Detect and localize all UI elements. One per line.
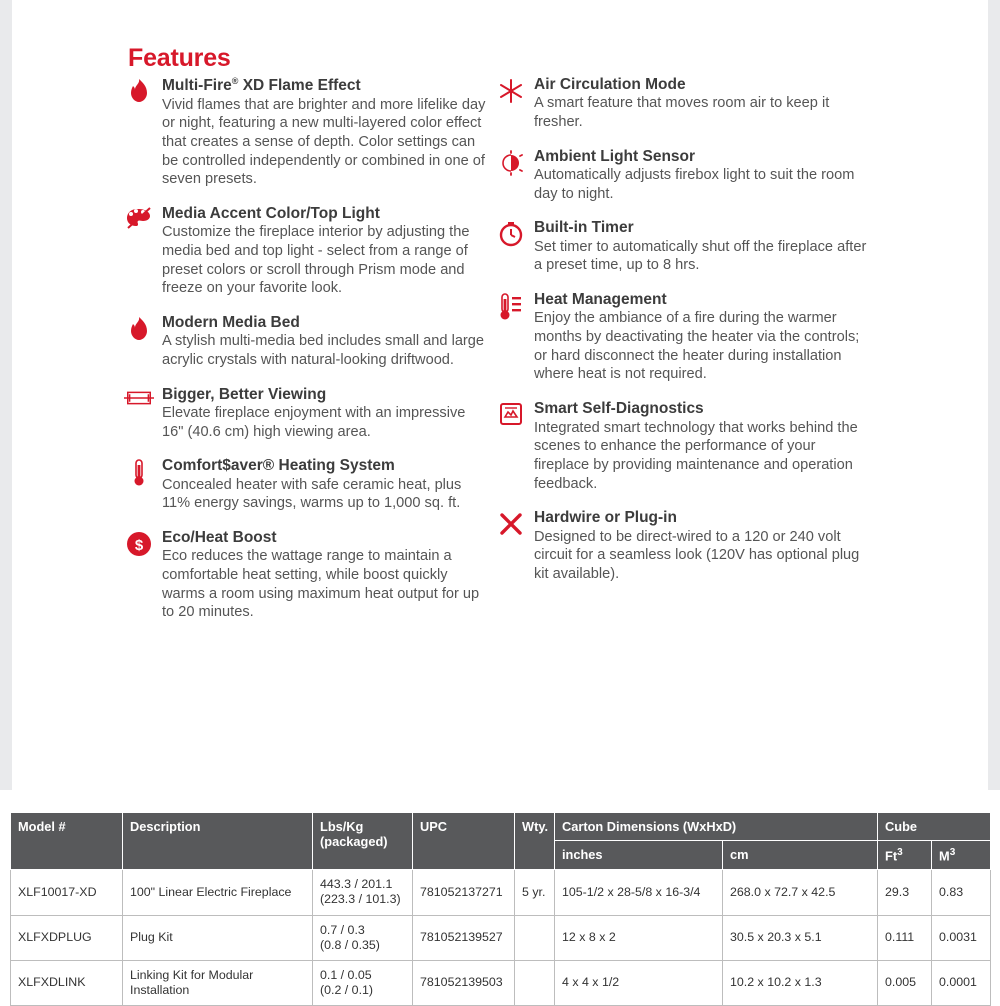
th-m3-text: M	[939, 848, 950, 864]
th-lbs-line2: (packaged)	[320, 834, 388, 849]
cell-cm: 10.2 x 10.2 x 1.3	[723, 960, 878, 1005]
cell-wty	[515, 960, 555, 1005]
cell-cm: 268.0 x 72.7 x 42.5	[723, 870, 878, 915]
feature-item	[118, 76, 488, 189]
cell-inches: 4 x 4 x 1/2	[555, 960, 723, 1005]
table-row	[11, 960, 991, 1005]
cell-m3: 0.0001	[932, 960, 991, 1005]
th-carton-dimensions: Carton Dimensions (WxHxD)	[555, 813, 878, 841]
paint-palette-icon	[124, 207, 154, 237]
cell-description: Linking Kit for Modular Installation	[123, 960, 313, 1005]
flame-icon	[124, 316, 154, 346]
feature-body: Eco reduces the wattage range to maintain a comfortable heat setting, while boost quickly warms a room using maximum heat output for up to 20 minutes.	[162, 548, 480, 621]
cell-wty	[515, 915, 555, 960]
th-ft3-sup: 3	[897, 847, 903, 858]
feature-body: Set timer to automatically shut off the fireplace after a preset time, up to 8 hrs.	[534, 238, 867, 274]
features-column-right	[490, 76, 870, 600]
flame-icon	[124, 78, 154, 108]
feature-body: Designed to be direct-wired to a 120 or 240 volt circuit for a seamless look (120V has optional plug kit available).	[534, 528, 860, 582]
table-row	[11, 870, 991, 915]
cell-model: XLFXDPLUG	[11, 915, 123, 960]
cell-model: XLF10017-XD	[11, 870, 123, 915]
feature-body: Concealed heater with safe ceramic heat, plus 11% energy savings, warms up to 1,000 sq. ft.	[162, 476, 462, 512]
th-m3-sup: 3	[949, 847, 956, 858]
th-wty: Wty.	[515, 813, 555, 870]
feature-title: Smart Self-Diagnostics	[534, 400, 704, 418]
cell-lbs	[313, 960, 413, 1005]
feature-title: Eco/Heat Boost	[162, 529, 277, 547]
feature-title: Multi-Fire® XD Flame Effect	[162, 76, 361, 95]
th-ft3-text: Ft	[885, 848, 898, 864]
cell-lbs	[313, 915, 413, 960]
feature-item	[490, 509, 870, 583]
th-cm: cm	[723, 841, 878, 870]
cell-ft3: 29.3	[878, 870, 932, 915]
cell-m3: 0.0031	[932, 915, 991, 960]
feature-item	[118, 529, 488, 622]
feature-title: Modern Media Bed	[162, 313, 300, 331]
page-title: Features	[128, 44, 231, 72]
feature-item	[490, 400, 870, 493]
feature-body: A smart feature that moves room air to keep it fresher.	[534, 95, 830, 131]
specifications-table	[10, 812, 990, 1006]
feature-title: Comfort$aver® Heating System	[162, 457, 395, 475]
feature-body: Customize the fireplace interior by adjusting the media bed and top light - select from a range of preset colors or scroll through Prism mode and freeze on your favorite look.	[162, 224, 470, 297]
feature-item	[118, 386, 488, 442]
cell-upc: 781052139503	[413, 960, 515, 1005]
cell-ft3: 0.005	[878, 960, 932, 1005]
diagnostics-chip-icon	[496, 402, 526, 432]
th-lbs-kg	[313, 813, 413, 870]
feature-body: Integrated smart technology that works behind the scenes to enhance the performance of your fireplace by providing maintenance and operation feedback.	[534, 419, 858, 492]
feature-body: Automatically adjusts firebox light to suit the room day to night.	[534, 167, 855, 202]
page-right-edge	[988, 0, 1000, 790]
cell-lbs-line2: (223.3 / 101.3)	[320, 892, 401, 907]
th-model: Model #	[11, 813, 123, 870]
cell-cm: 30.5 x 20.3 x 5.1	[723, 915, 878, 960]
cell-model: XLFXDLINK	[11, 960, 123, 1005]
feature-title: Media Accent Color/Top Light	[162, 204, 380, 222]
cell-ft3: 0.111	[878, 915, 932, 960]
feature-item	[118, 205, 488, 298]
dollar-circle-icon	[124, 531, 154, 561]
feature-body: Vivid flames that are brighter and more lifelike day or night, featuring a new multi-layered color effect that creates a sense of depth. Color settings can be controlled independently or combined in one of seven presets.	[162, 96, 486, 188]
cell-description: 100" Linear Electric Fireplace	[123, 870, 313, 915]
th-cube: Cube	[878, 813, 991, 841]
feature-item	[490, 148, 870, 204]
cell-lbs	[313, 870, 413, 915]
th-ft3	[878, 841, 932, 870]
th-upc: UPC	[413, 813, 515, 870]
feature-item	[490, 219, 870, 275]
cell-lbs-line2: (0.8 / 0.35)	[320, 937, 380, 952]
feature-title: Built-in Timer	[534, 219, 634, 237]
cell-lbs-line1: 0.1 / 0.05	[320, 967, 372, 982]
svg-text:$: $	[134, 537, 144, 555]
th-m3	[932, 841, 991, 870]
th-lbs-line1: Lbs/Kg	[320, 819, 364, 834]
table-header-row	[11, 813, 991, 841]
feature-title: Hardwire or Plug-in	[534, 509, 677, 527]
timer-icon	[496, 221, 526, 251]
cell-description: Plug Kit	[123, 915, 313, 960]
features-column-left	[118, 76, 488, 638]
wide-view-icon	[124, 388, 154, 418]
cell-upc: 781052139527	[413, 915, 515, 960]
cell-upc: 781052137271	[413, 870, 515, 915]
wrench-cross-icon	[496, 511, 526, 541]
cell-lbs-line2: (0.2 / 0.1)	[320, 982, 374, 997]
th-inches: inches	[555, 841, 723, 870]
th-description: Description	[123, 813, 313, 870]
cell-inches: 105-1/2 x 28-5/8 x 16-3/4	[555, 870, 723, 915]
cell-wty: 5 yr.	[515, 870, 555, 915]
feature-body: Elevate fireplace enjoyment with an impressive 16" (40.6 cm) high viewing area.	[162, 404, 466, 440]
cell-lbs-line1: 443.3 / 201.1	[320, 877, 393, 892]
feature-body: Enjoy the ambiance of a fire during the warmer months by deactivating the heater via the controls; or hard disconnect the heater during installation where heat is not required.	[534, 310, 860, 383]
feature-title: Heat Management	[534, 291, 667, 309]
light-sensor-icon	[496, 150, 526, 180]
snowflake-icon	[496, 78, 526, 108]
page-left-edge	[0, 0, 12, 790]
table-row	[11, 915, 991, 960]
feature-item	[118, 457, 488, 513]
feature-title: Air Circulation Mode	[534, 76, 686, 93]
thermometer-icon	[124, 459, 154, 489]
cell-m3: 0.83	[932, 870, 991, 915]
feature-title: Bigger, Better Viewing	[162, 385, 327, 403]
heat-management-icon	[496, 293, 526, 323]
cell-lbs-line1: 0.7 / 0.3	[320, 922, 365, 937]
feature-body: A stylish multi-media bed includes small and large acrylic crystals with natural-looking driftwood.	[162, 333, 485, 368]
feature-item	[490, 76, 870, 132]
cell-inches: 12 x 8 x 2	[555, 915, 723, 960]
feature-title: Ambient Light Sensor	[534, 147, 696, 165]
feature-item	[118, 314, 488, 370]
feature-item	[490, 291, 870, 384]
